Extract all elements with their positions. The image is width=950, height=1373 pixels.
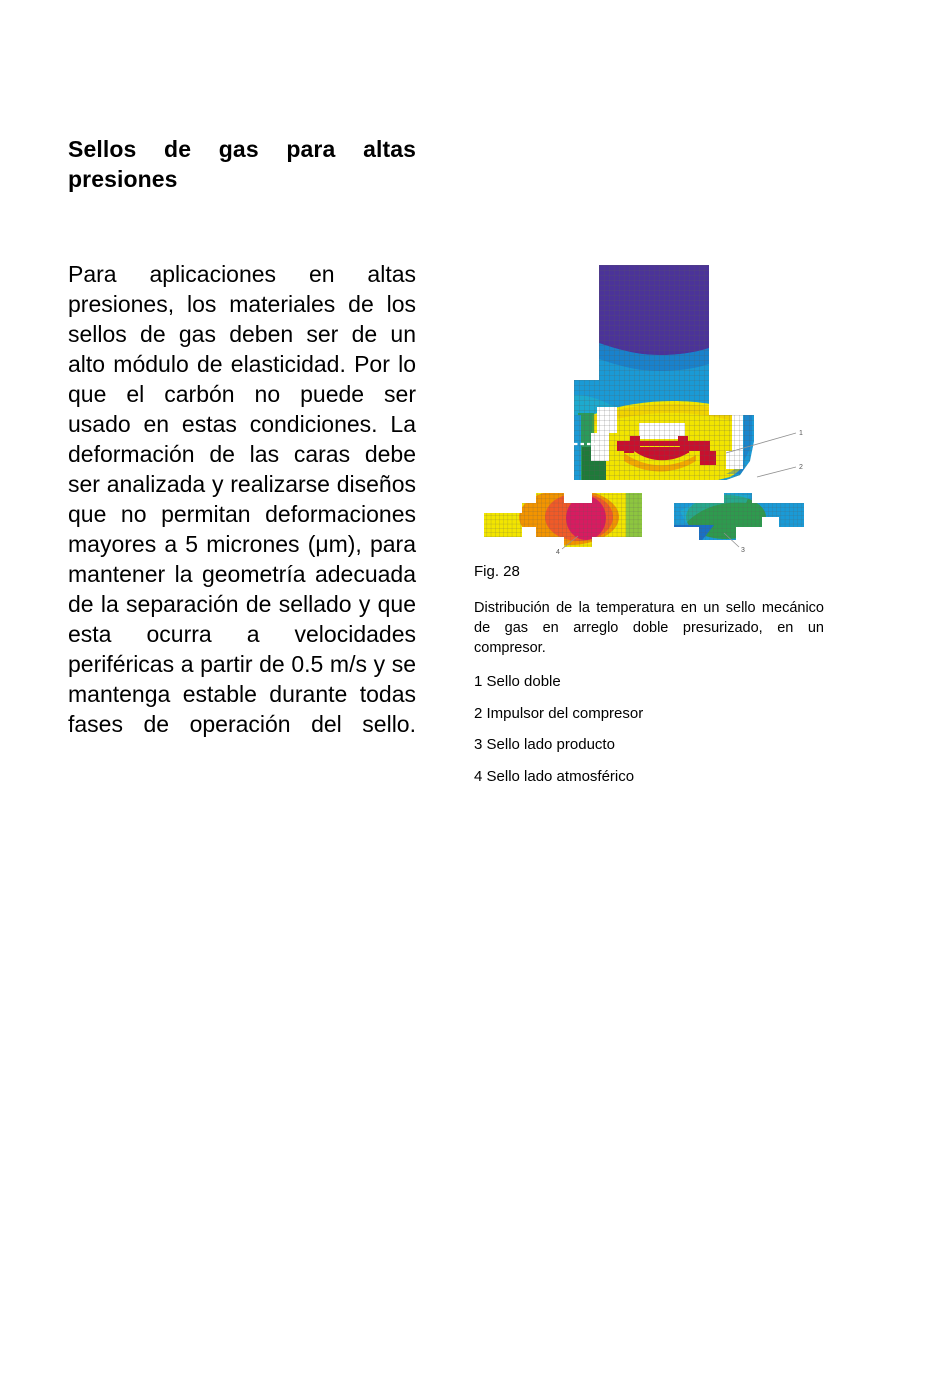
figure-caption: Distribución de la temperatura en un sello mecánico de gas en arreglo doble presurizado, en un compresor. (474, 600, 824, 656)
callout-label-1: 1 (799, 430, 803, 437)
callout-label-2: 2 (799, 464, 803, 471)
product-side-seal-detail (669, 487, 809, 554)
callout-label-4: 4 (556, 549, 560, 555)
figure-column (474, 255, 824, 555)
legend-item: 1 Sello doble (474, 673, 561, 690)
figure-legend (474, 672, 824, 798)
legend-item: 4 Sello lado atmosférico (474, 767, 635, 785)
legend-item: 3 Sello lado producto (474, 736, 615, 753)
callout-label-3: 3 (741, 547, 745, 554)
atmospheric-side-seal-detail (479, 487, 654, 555)
legend-item: 2 Impulsor del compresor (474, 704, 644, 722)
page-title: Sellos de gas para altas presiones (68, 136, 416, 192)
fea-temperature-contour-figure (474, 255, 824, 555)
callout-leader-2 (757, 464, 803, 477)
body-paragraph: Para aplicaciones en altas presiones, los materiales de los sellos de gas deben ser de un alto módulo de elasticidad. Por lo que el carbón no puede ser usado en estas condiciones. La deformación de las caras debe ser analizada y realizarse diseños que no permitan deformaciones mayores a 5 micrones (μm), para mantener la geometría adecuada de la separación de sellado y que esta ocurra a velocidades periféricas a partir de 0.5 m/s y se mantenga estable durante todas fases de operación del sello. (68, 261, 416, 737)
figure-number-label: Fig. 28 (474, 563, 520, 580)
text-column (68, 134, 416, 737)
fea-contour-svg (474, 255, 824, 555)
main-seal-assembly-section (569, 260, 803, 485)
